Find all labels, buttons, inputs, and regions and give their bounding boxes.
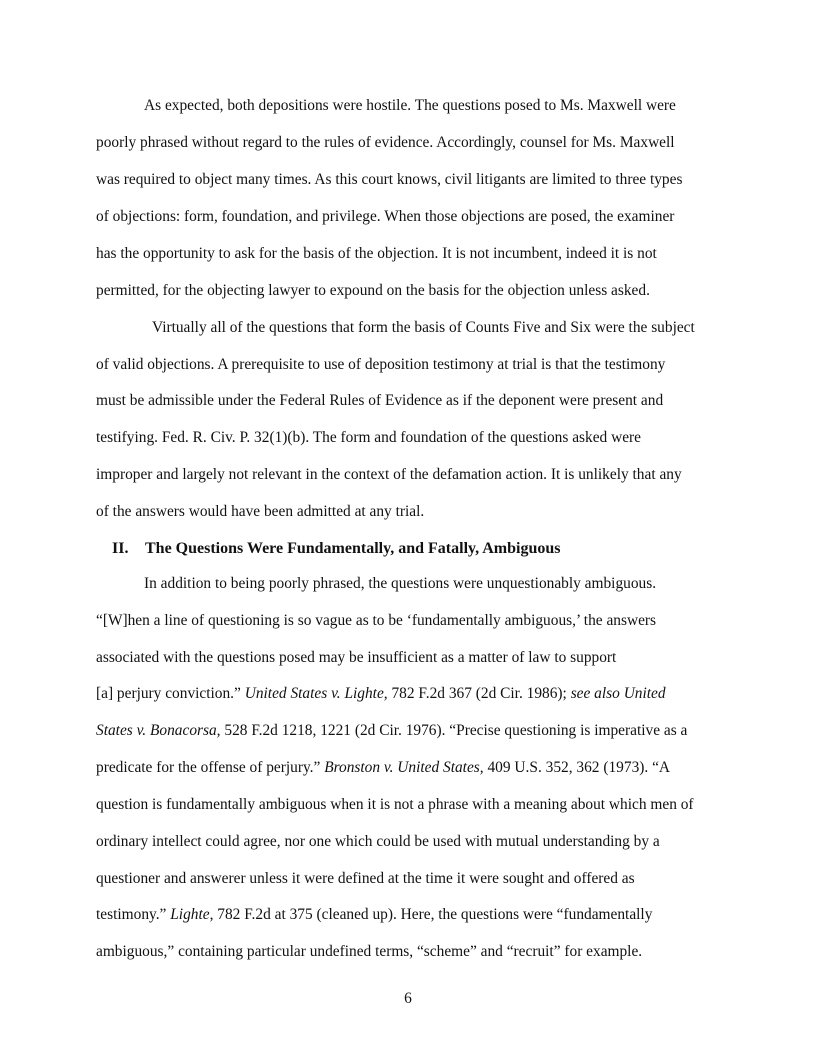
paragraph-3-line-1: In addition to being poorly phrased, the questions were unquestionably ambiguous.: [144, 575, 657, 592]
paragraph-1-line-2: poorly phrased without regard to the rules of evidence. Accordingly, counsel for Ms. Maxwell: [96, 134, 675, 151]
case-citation: United States v. Lighte,: [244, 685, 388, 702]
paragraph-2-line-1: Virtually all of the questions that form the basis of Counts Five and Six were the subject: [152, 319, 695, 336]
paragraph-1-line-3: was required to object many times. As this court knows, civil litigants are limited to three types: [96, 171, 683, 188]
paragraph-2-line-2: of valid objections. A prerequisite to use of deposition testimony at trial is that the testimony: [96, 356, 666, 373]
text-run: 782 F.2d 367 (2d Cir. 1986);: [387, 685, 571, 702]
text-run: 409 U.S. 352, 362 (1973). “A: [483, 759, 671, 776]
section-title: The Questions Were Fundamentally, and Fatally, Ambiguous: [145, 540, 561, 557]
paragraph-3-line-8: ordinary intellect could agree, nor one which could be used with mutual understanding by a: [96, 833, 660, 850]
text-run: 528 F.2d 1218, 1221 (2d Cir. 1976). “Precise questioning is imperative as a: [220, 722, 688, 739]
paragraph-2-line-3: must be admissible under the Federal Rules of Evidence as if the deponent were present and: [96, 392, 664, 409]
section-number: II.: [112, 540, 129, 557]
page-number: 6: [404, 990, 412, 1007]
paragraph-2-line-4: testifying. Fed. R. Civ. P. 32(1)(b). The form and foundation of the questions asked were: [96, 429, 641, 446]
text-run: testimony.”: [96, 906, 171, 923]
paragraph-3-line-7: question is fundamentally ambiguous when it is not a phrase with a meaning about which men of: [96, 796, 694, 813]
signal-phrase: see also United: [570, 685, 666, 702]
paragraph-1-line-1: As expected, both depositions were hostile. The questions posed to Ms. Maxwell were: [144, 97, 676, 114]
text-run: predicate for the offense of perjury.”: [96, 759, 325, 776]
case-citation: Bronston v. United States,: [324, 759, 484, 776]
case-citation: States v. Bonacorsa,: [96, 722, 221, 739]
paragraph-1-line-4: of objections: form, foundation, and privilege. When those objections are posed, the examiner: [96, 208, 675, 225]
paragraph-2-line-6: of the answers would have been admitted at any trial.: [96, 503, 425, 520]
case-citation: Lighte: [170, 906, 210, 923]
paragraph-3-line-11: ambiguous,” containing particular undefined terms, “scheme” and “recruit” for example.: [96, 943, 643, 960]
paragraph-3-line-2: “[W]hen a line of questioning is so vague as to be ‘fundamentally ambiguous,’ the answers: [96, 612, 657, 629]
paragraph-3-line-10: [96, 905, 652, 925]
text-run: , 782 F.2d at 375 (cleaned up). Here, the questions were “fundamentally: [209, 906, 653, 923]
text-run: [a] perjury conviction.”: [96, 685, 245, 702]
section-heading: [112, 538, 561, 560]
paragraph-2-line-5: improper and largely not relevant in the context of the defamation action. It is unlikely that any: [96, 466, 682, 483]
paragraph-3-line-3: associated with the questions posed may be insufficient as a matter of law to support: [96, 649, 617, 666]
paragraph-3-line-6: [96, 758, 670, 778]
paragraph-1-line-5: has the opportunity to ask for the basis of the objection. It is not incumbent, indeed it is not: [96, 245, 657, 262]
paragraph-3-line-5: [96, 721, 687, 741]
paragraph-3-line-4: [96, 684, 666, 704]
paragraph-3-line-9: questioner and answerer unless it were defined at the time it were sought and offered as: [96, 870, 635, 887]
paragraph-1-line-6: permitted, for the objecting lawyer to expound on the basis for the objection unless asked.: [96, 282, 650, 299]
